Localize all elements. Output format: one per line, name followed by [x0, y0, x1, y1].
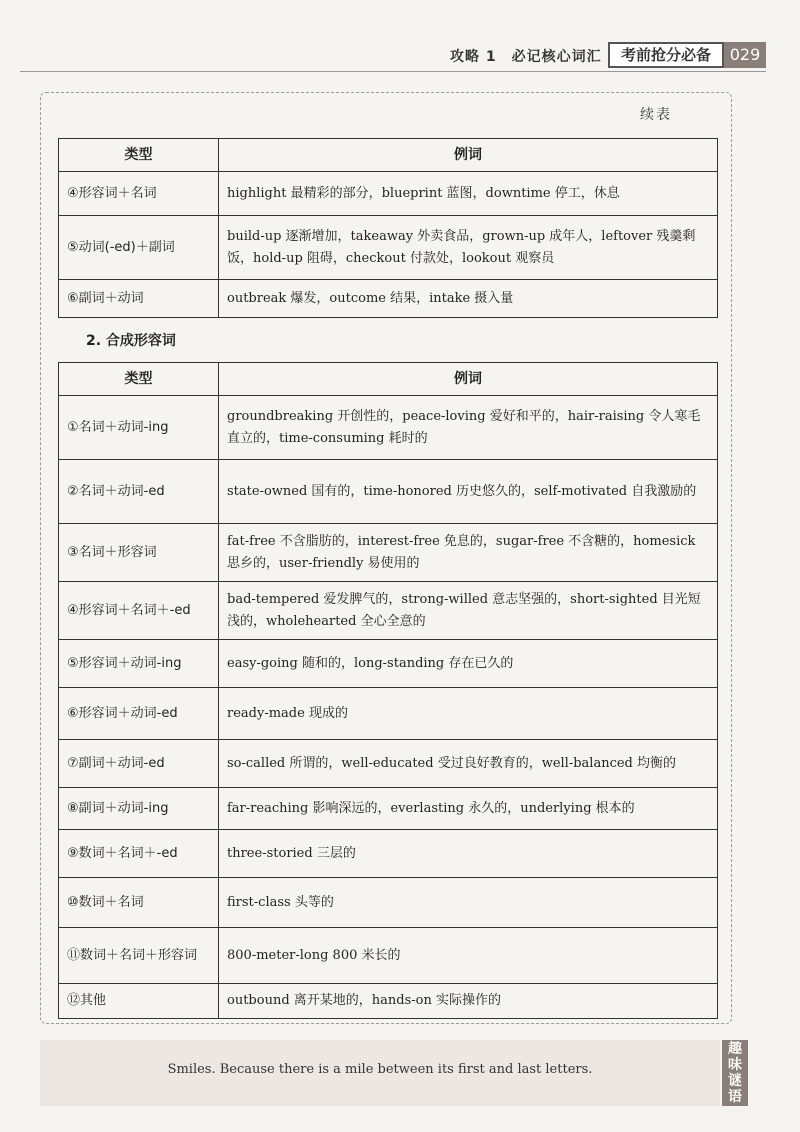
- examples-cell: so-called 所谓的，well-educated 受过良好教育的，well-balanced 均衡的: [219, 740, 718, 788]
- header-divider: [20, 71, 766, 72]
- header-type: 类型: [59, 363, 219, 396]
- examples-cell: outbreak 爆发，outcome 结果，intake 摄入量: [219, 280, 718, 318]
- table-row: [59, 582, 718, 640]
- examples-cell: outbound 离开某地的，hands-on 实际操作的: [219, 984, 718, 1019]
- table-row: [59, 172, 718, 216]
- table-row: [59, 928, 718, 984]
- examples-cell: 800-meter-long 800 米长的: [219, 928, 718, 984]
- type-cell: ⑧副词＋动词-ing: [59, 788, 219, 830]
- compound-noun-table: [58, 138, 718, 318]
- examples-cell: far-reaching 影响深远的，everlasting 永久的，underlying 根本的: [219, 788, 718, 830]
- type-cell: ⑩数词＋名词: [59, 878, 219, 928]
- examples-cell: state-owned 国有的，time-honored 历史悠久的，self-motivated 自我激励的: [219, 460, 718, 524]
- type-cell: ③名词＋形容词: [59, 524, 219, 582]
- table-row: [59, 688, 718, 740]
- table-row: [59, 524, 718, 582]
- examples-cell: highlight 最精彩的部分，blueprint 蓝图，downtime 停工，休息: [219, 172, 718, 216]
- page-header: [0, 40, 800, 70]
- riddle-answer: Smiles. Because there is a mile between its first and last letters.: [167, 1062, 593, 1077]
- examples-cell: build-up 逐渐增加，takeaway 外卖食品，grown-up 成年人，leftover 残羹剩饭，hold-up 阻碍，checkout 付款处，lookout 观察员: [219, 216, 718, 280]
- table-row: [59, 396, 718, 460]
- header-examples: 例词: [219, 139, 718, 172]
- continued-label: 续表: [640, 107, 672, 123]
- table-row: [59, 280, 718, 318]
- type-cell: ⑨数词＋名词＋-ed: [59, 830, 219, 878]
- section-heading: 2. 合成形容词: [86, 333, 176, 349]
- table-row: [59, 460, 718, 524]
- table-row: [59, 984, 718, 1019]
- section-title: 攻略 1 必记核心词汇: [450, 49, 602, 65]
- exam-badge: 考前抢分必备: [608, 42, 724, 68]
- table-row: [59, 640, 718, 688]
- examples-cell: ready-made 现成的: [219, 688, 718, 740]
- examples-cell: bad-tempered 爱发脾气的，strong-willed 意志坚强的，short-sighted 目光短浅的，wholehearted 全心全意的: [219, 582, 718, 640]
- type-cell: ①名词＋动词-ing: [59, 396, 219, 460]
- examples-cell: groundbreaking 开创性的，peace-loving 爱好和平的，hair-raising 令人寒毛直立的，time-consuming 耗时的: [219, 396, 718, 460]
- table-header-row: [59, 139, 718, 172]
- page-number: 029: [724, 42, 766, 68]
- type-cell: ⑥副词＋动词: [59, 280, 219, 318]
- type-cell: ⑥形容词＋动词-ed: [59, 688, 219, 740]
- examples-cell: first-class 头等的: [219, 878, 718, 928]
- table-row: [59, 740, 718, 788]
- table-header-row: [59, 363, 718, 396]
- table-row: [59, 830, 718, 878]
- type-cell: ④形容词＋名词: [59, 172, 219, 216]
- examples-cell: easy-going 随和的，long-standing 存在已久的: [219, 640, 718, 688]
- compound-adjective-table: [58, 362, 718, 1019]
- examples-cell: fat-free 不含脂肪的，interest-free 免息的，sugar-free 不含糖的，homesick 思乡的，user-friendly 易使用的: [219, 524, 718, 582]
- table-row: [59, 878, 718, 928]
- header-type: 类型: [59, 139, 219, 172]
- type-cell: ⑫其他: [59, 984, 219, 1019]
- type-cell: ⑤形容词＋动词-ing: [59, 640, 219, 688]
- type-cell: ⑦副词＋动词-ed: [59, 740, 219, 788]
- table-row: [59, 216, 718, 280]
- table-row: [59, 788, 718, 830]
- riddle-tag: 趣味谜语: [722, 1040, 748, 1106]
- riddle-footer: [40, 1040, 720, 1106]
- type-cell: ⑤动词(-ed)＋副词: [59, 216, 219, 280]
- examples-cell: three-storied 三层的: [219, 830, 718, 878]
- type-cell: ④形容词＋名词＋-ed: [59, 582, 219, 640]
- type-cell: ②名词＋动词-ed: [59, 460, 219, 524]
- type-cell: ⑪数词＋名词＋形容词: [59, 928, 219, 984]
- header-examples: 例词: [219, 363, 718, 396]
